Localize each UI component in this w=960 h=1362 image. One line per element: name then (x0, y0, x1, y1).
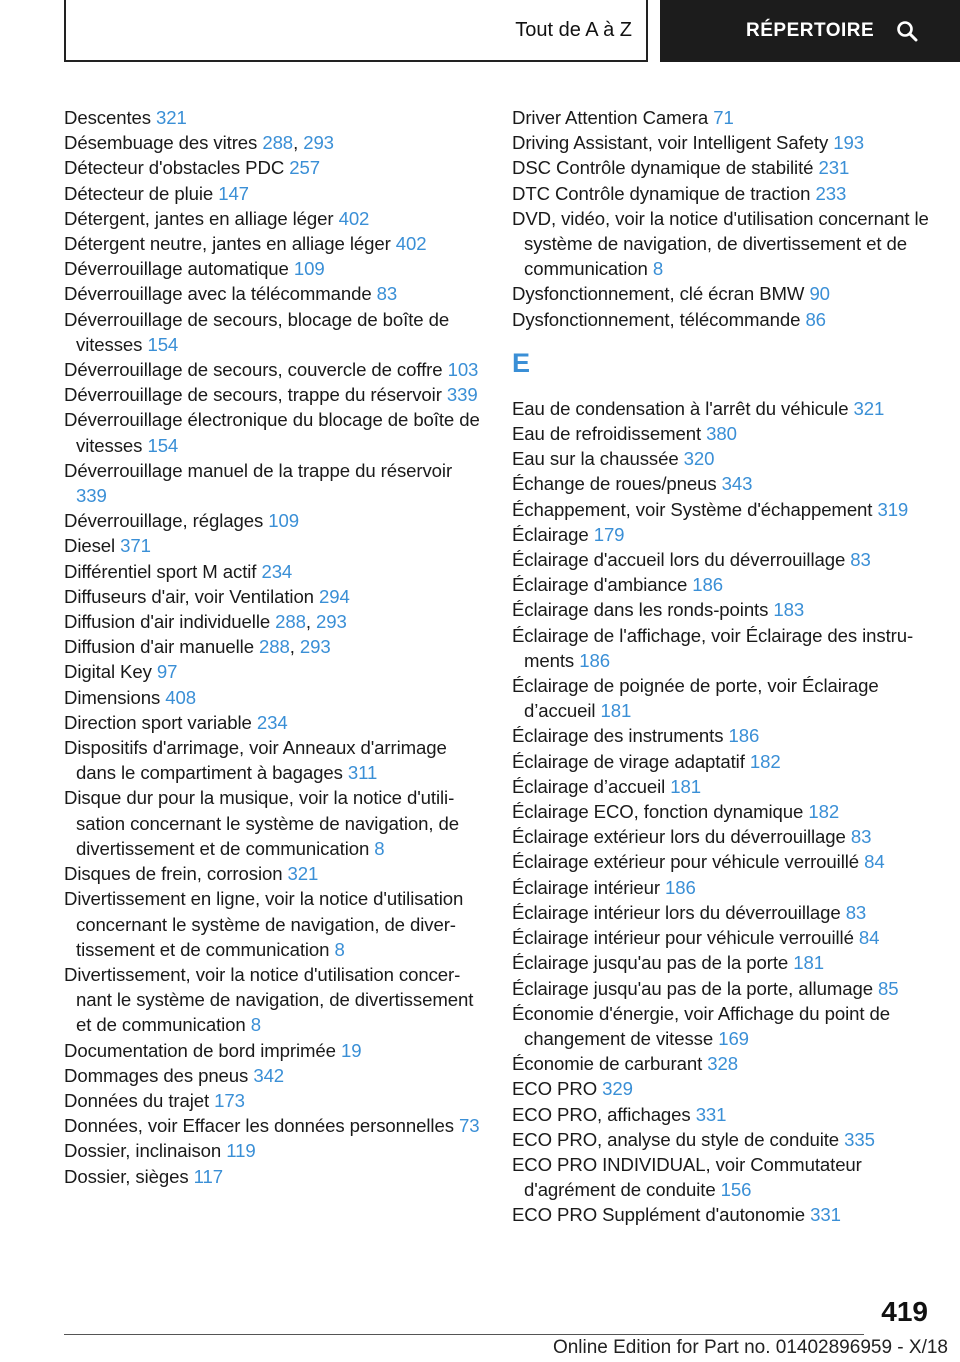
page-reference-link[interactable]: 169 (718, 1027, 749, 1049)
index-entry-text: Détergent, jantes en alliage léger (64, 207, 334, 229)
tab-tout-de-a-a-z[interactable] (64, 0, 648, 62)
index-entry-text: Désembuage des vitres (64, 132, 258, 154)
index-entry-text: Éclairage de l'affichage, voir Éclairage des instruments (512, 624, 914, 671)
index-entry (64, 458, 484, 508)
page-reference-link[interactable]: 90 (809, 283, 830, 305)
page-reference-link[interactable]: 8 (250, 1014, 261, 1036)
page-reference-link[interactable]: 402 (338, 207, 370, 229)
page-reference-link[interactable]: 86 (805, 308, 826, 330)
index-entry (64, 281, 484, 306)
index-entry (512, 181, 932, 206)
index-entry (512, 1076, 932, 1101)
page-reference-link[interactable]: 109 (293, 258, 325, 280)
page-reference-link[interactable]: 73 (458, 1115, 480, 1137)
index-group-e (512, 396, 932, 1228)
page-reference-link[interactable]: 186 (692, 574, 724, 596)
index-entry (512, 130, 932, 155)
index-entry (512, 950, 932, 975)
index-entry-text: Éclairage dans les ronds-points (512, 599, 769, 621)
index-entry-text: Diffusion d'air manuelle (64, 636, 254, 658)
index-entry-text: Données, voir Effacer les données personnelles (64, 1115, 454, 1137)
page-reference-link[interactable]: 182 (808, 801, 840, 823)
index-entry (512, 799, 932, 824)
index-entry-text: Éclairage des instruments (512, 725, 724, 747)
index-entry-text: Éclairage d'accueil lors du déverrouillage (512, 549, 846, 571)
page-reference-link[interactable]: 321 (853, 397, 885, 419)
index-entry-text: Économie d'énergie, voir Affichage du point de changement de vitesse (512, 1002, 890, 1049)
page-reference-link[interactable]: 311 (347, 762, 378, 784)
index-entry (64, 659, 484, 684)
page-reference-link[interactable]: 234 (261, 560, 293, 582)
index-entry (64, 785, 484, 861)
index-entry (512, 497, 932, 522)
page-reference-link[interactable]: 84 (864, 851, 885, 873)
page-reference-link[interactable]: 183 (773, 599, 805, 621)
page-reference-link[interactable]: 8 (374, 837, 385, 859)
page-reference-link[interactable]: 320 (683, 448, 715, 470)
page-reference-link[interactable]: 84 (858, 927, 880, 949)
index-entry-text: Différentiel sport M actif (64, 560, 257, 582)
index-entry: Désembuage des vitres 288, 293 (64, 132, 334, 154)
index-entry (64, 861, 484, 886)
index-entry-text: Déverrouillage avec la télécommande (64, 283, 372, 305)
page-reference-link[interactable]: 85 (878, 977, 899, 999)
index-entry (512, 849, 932, 874)
tab-repertoire-label: RÉPERTOIRE (746, 20, 875, 41)
page-reference-link[interactable]: 402 (395, 233, 427, 255)
index-entry (512, 421, 932, 446)
index-entry (512, 206, 932, 282)
index-entry (512, 1127, 932, 1152)
index-entry-text: Éclairage de poignée de porte, voir Éclairage d’accueil (512, 675, 879, 722)
index-entry (512, 673, 932, 723)
index-entry (64, 155, 484, 180)
index-entry (512, 307, 932, 332)
index-entry (512, 597, 932, 622)
page-reference-link[interactable]: 154 (147, 434, 179, 456)
page-reference-link[interactable]: 103 (447, 359, 479, 381)
footer-divider (64, 1334, 864, 1335)
page-reference-link[interactable]: 294 (319, 585, 350, 607)
page-reference-link[interactable]: 233 (815, 182, 847, 204)
index-entry-text: Éclairage jusqu'au pas de la porte (512, 952, 789, 974)
page-reference-link[interactable]: 156 (720, 1179, 752, 1201)
index-entry (64, 685, 484, 710)
index-entry-text: Disque dur pour la musique, voir la notice d'utilisation concernant le système de navigation, de divertissement et de communication (64, 787, 460, 859)
index-entry (64, 1138, 484, 1163)
index-entry (512, 749, 932, 774)
index-entry-text: DSC Contrôle dynamique de stabilité (512, 157, 814, 179)
index-entry-text: Documentation de bord imprimée (64, 1039, 336, 1061)
index-entry: Diffusion d'air individuelle 288, 293 (64, 611, 347, 633)
page-reference-link[interactable]: 83 (845, 901, 867, 923)
page-reference-link[interactable]: 288 (275, 611, 306, 633)
footer-edition: Online Edition for Part no. 01402896959 - X/18 (552, 1337, 948, 1358)
index-entry (512, 105, 932, 130)
index-entry-text: Éclairage intérieur pour véhicule verrouillé (512, 927, 854, 949)
index-entry-text: DVD, vidéo, voir la notice d'utilisation concernant le système de navigation, de divertissement et de communication (512, 207, 929, 280)
page-reference-link[interactable]: 288 (259, 636, 290, 658)
section-letter-heading: E (512, 347, 531, 378)
index-entry-text: Disques de frein, corrosion (64, 863, 283, 885)
page-reference-link[interactable]: 193 (833, 132, 864, 154)
index-entry-text: Déverrouillage de secours, trappe du réservoir (64, 384, 442, 406)
page-reference-link[interactable]: 288 (262, 132, 294, 154)
index-entry (64, 357, 484, 382)
page-reference-link[interactable]: 329 (602, 1078, 633, 1100)
index-entry-text: Eau de condensation à l'arrêt du véhicule (512, 397, 849, 419)
index-entry (64, 1088, 484, 1113)
index-entry-text: Dysfonctionnement, clé écran BMW (512, 283, 805, 305)
page-reference-link[interactable]: 321 (287, 863, 319, 885)
index-entry-text: Dispositifs d'arrimage, voir Anneaux d'arrimage dans le compartiment à bagages (64, 737, 447, 784)
index-entry-text: Éclairage ECO, fonction dynamique (512, 801, 804, 823)
index-entry-text: Éclairage d'ambiance (512, 574, 688, 596)
index-entry-text: Données du trajet (64, 1089, 210, 1111)
index-entry-text: Éclairage (512, 523, 589, 545)
index-entry (64, 1164, 484, 1189)
page-reference-link[interactable]: 179 (593, 523, 625, 545)
index-entry (64, 508, 484, 533)
index-entry (64, 407, 484, 457)
page-reference-link[interactable]: 8 (652, 258, 664, 280)
index-entry-text: Échange de roues/pneus (512, 473, 717, 495)
page-reference-link[interactable]: 408 (165, 686, 196, 708)
index-entry-text: Déverrouillage de secours, couvercle de coffre (64, 359, 443, 381)
index-entry (512, 522, 932, 547)
index-entry (64, 559, 484, 584)
search-icon (896, 20, 918, 42)
index-entry-text: Déverrouillage de secours, blocage de boîte de vitesses (64, 308, 450, 355)
index-entry-text: Éclairage extérieur pour véhicule verrouillé (512, 851, 859, 873)
index-entry (512, 1001, 932, 1051)
page-reference-link[interactable]: 181 (670, 775, 701, 797)
page-reference-link[interactable]: 181 (600, 700, 632, 722)
index-entry-text: ECO PRO, affichages (512, 1103, 691, 1125)
index-entry-text: Échappement, voir Système d'échappement (512, 498, 873, 520)
index-entry-text: Éclairage de virage adaptatif (512, 750, 745, 772)
page-reference-link[interactable]: 19 (341, 1039, 362, 1061)
page-reference-link[interactable]: 83 (850, 549, 871, 571)
page-reference-link[interactable]: 339 (446, 384, 478, 406)
index-entry-text: Driving Assistant, voir Intelligent Safety (512, 132, 829, 154)
page-reference-link[interactable]: 331 (810, 1204, 841, 1226)
index-entry-text: Dossier, sièges (64, 1165, 189, 1187)
index-entry-text: Divertissement en ligne, voir la notice d'utilisation concernant le système de navigation, de divertissement et de communication (64, 888, 464, 960)
index-entry (512, 723, 932, 748)
page-reference-link[interactable]: 234 (256, 711, 288, 733)
index-entry-text: Diffusion d'air individuelle (64, 611, 271, 633)
page-reference-link[interactable]: 293 (303, 132, 334, 154)
page-reference-link[interactable]: 380 (706, 423, 737, 445)
index-entry (64, 105, 484, 130)
index-entry (64, 231, 484, 256)
index-entry (512, 925, 932, 950)
index-entry-text: Détecteur d'obstacles PDC (64, 157, 285, 179)
tab-repertoire[interactable] (660, 0, 960, 62)
index-entry (64, 307, 484, 357)
index-entry (64, 181, 484, 206)
index-entry (512, 875, 932, 900)
index-entry-text: ECO PRO (512, 1078, 598, 1100)
page-reference-link[interactable]: 83 (376, 283, 398, 305)
index-entry-text: DTC Contrôle dynamique de traction (512, 182, 811, 204)
index-entry (512, 281, 932, 306)
page-reference-link[interactable]: 173 (214, 1089, 245, 1111)
index-entry-text: Descentes (64, 107, 151, 128)
index-entry-text: ECO PRO, analyse du style de conduite (512, 1128, 840, 1150)
index-entry (64, 584, 484, 609)
page-reference-link[interactable]: 154 (147, 333, 179, 355)
index-entry (512, 471, 932, 496)
index-entry-text: Dossier, inclinaison (64, 1140, 222, 1162)
index-entry (512, 774, 932, 799)
page-reference-link[interactable]: 319 (877, 498, 909, 520)
page-reference-link[interactable]: 293 (316, 611, 347, 633)
page-reference-link[interactable]: 257 (289, 157, 320, 179)
page-reference-link[interactable]: 119 (226, 1140, 256, 1162)
index-entry-text: Direction sport variable (64, 711, 252, 733)
index-entry (64, 1113, 484, 1138)
index-entry-text: Déverrouillage électronique du blocage de boîte de vitesses (64, 409, 480, 456)
index-entry (512, 155, 932, 180)
index-entry (64, 206, 484, 231)
page-reference-link[interactable]: 343 (721, 473, 753, 495)
page-reference-link[interactable]: 182 (749, 750, 781, 772)
page-reference-link[interactable]: 109 (268, 510, 299, 532)
index-entry (64, 735, 484, 785)
page-reference-link[interactable]: 371 (120, 535, 151, 557)
index-entry (64, 962, 484, 1038)
index-entry-text: Économie de carburant (512, 1053, 703, 1075)
index-entry-text: Dysfonctionnement, télécommande (512, 308, 801, 330)
index-group-d-continued (512, 105, 932, 332)
index-entry-text: Déverrouillage, réglages (64, 510, 264, 532)
index-entry (64, 886, 484, 962)
index-column-right (512, 105, 932, 1228)
index-entry-text: Déverrouillage manuel de la trappe du réservoir (64, 459, 453, 481)
page-reference-link[interactable]: 342 (253, 1064, 285, 1086)
index-entry (512, 572, 932, 597)
index-entry (512, 1202, 932, 1227)
page-reference-link[interactable]: 186 (728, 725, 760, 747)
page-reference-link[interactable]: 231 (818, 157, 850, 179)
index-entry (512, 1102, 932, 1127)
page-reference-link[interactable]: 181 (793, 952, 824, 974)
index-entry-text: Détecteur de pluie (64, 182, 214, 204)
page-reference-link[interactable]: 339 (76, 485, 107, 507)
index-entry-text: Diffuseurs d'air, voir Ventilation (64, 585, 314, 607)
index-entry-text: Éclairage intérieur lors du déverrouillage (512, 901, 841, 923)
index-entry (512, 547, 932, 572)
page-reference-link[interactable]: 186 (665, 876, 696, 898)
index-entry-text: Éclairage jusqu'au pas de la porte, allumage (512, 977, 873, 999)
index-entry (512, 824, 932, 849)
index-entry (64, 256, 484, 281)
index-entry (64, 382, 484, 407)
index-column-left (64, 105, 484, 1189)
index-entry-text: Éclairage extérieur lors du déverrouillage (512, 826, 846, 848)
index-entry (64, 1063, 484, 1088)
index-entry (512, 623, 932, 673)
index-entry-text: Driver Attention Camera (512, 107, 709, 128)
index-entry (64, 533, 484, 558)
page-reference-link[interactable]: 71 (713, 107, 734, 128)
index-entry-text: Divertissement, voir la notice d'utilisation concernant le système de navigation, de divertissement et de communication (64, 963, 474, 1036)
index-entry-text: Eau sur la chaussée (512, 448, 679, 470)
index-entry-text: ECO PRO INDIVIDUAL, voir Commutateur d'agrément de conduite (512, 1153, 862, 1201)
index-entry-text: Éclairage d’accueil (512, 775, 666, 797)
page-reference-link[interactable]: 83 (850, 826, 872, 848)
index-entry-text: Déverrouillage automatique (64, 258, 289, 280)
index-entry-text: Détergent neutre, jantes en alliage léger (64, 233, 391, 255)
page-reference-link[interactable]: 331 (695, 1103, 727, 1125)
page-header (0, 0, 960, 66)
page-reference-link[interactable]: 321 (156, 107, 187, 128)
page-number: 419 (881, 1296, 928, 1327)
index-entry-text: Digital Key (64, 661, 152, 683)
index-entry (512, 1051, 932, 1076)
index-entry (64, 710, 484, 735)
page-reference-link[interactable]: 97 (156, 661, 178, 683)
index-entry (512, 1152, 932, 1202)
index-entry (64, 1038, 484, 1063)
page-reference-link[interactable]: 335 (844, 1128, 875, 1150)
index-entry-text: ECO PRO Supplément d'autonomie (512, 1204, 806, 1226)
page-reference-link[interactable]: 186 (579, 649, 610, 671)
index-entry-text: Eau de refroidissement (512, 423, 702, 445)
index-entry-text: Dommages des pneus (64, 1064, 249, 1086)
index-entry-text: Éclairage intérieur (512, 876, 660, 898)
page-reference-link[interactable]: 8 (334, 938, 345, 960)
page-reference-link[interactable]: 328 (707, 1053, 738, 1075)
index-entry (512, 396, 932, 421)
index-entry (512, 446, 932, 471)
page-reference-link[interactable]: 117 (193, 1165, 224, 1187)
page-reference-link[interactable]: 147 (218, 182, 249, 204)
index-entry (512, 976, 932, 1001)
tab-atoz-label: Tout de A à Z (515, 18, 632, 41)
page-reference-link[interactable]: 293 (299, 636, 331, 658)
index-entry: Diffusion d'air manuelle 288, 293 (64, 636, 331, 658)
index-entry (512, 900, 932, 925)
index-entry-text: Dimensions (64, 686, 161, 708)
index-entry-text: Diesel (64, 535, 116, 557)
